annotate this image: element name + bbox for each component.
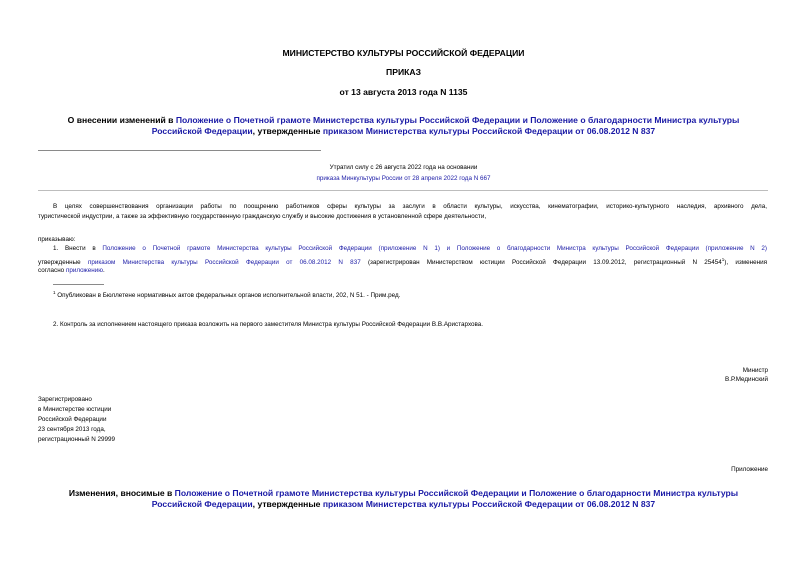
registration-line2: в Министерстве юстиции — [38, 406, 112, 413]
appendix-link-regulation[interactable]: Положение о Почетной грамоте Министерства культуры Российской Федерации и Положение о благодарности Министра культуры — [174, 488, 739, 498]
item1-line2-c: ), изменения — [724, 259, 768, 267]
status-note-link[interactable]: приказа Минкультуры России от 28 апреля 2022 года N 667 — [316, 175, 491, 182]
doc-type-heading: ПРИКАЗ — [386, 67, 421, 77]
doc-date-number: от 13 августа 2013 года N 1135 — [339, 87, 468, 97]
title-prefix: О внесении изменений в — [67, 115, 176, 125]
registration-line5: регистрационный N 29999 — [38, 436, 116, 443]
item1-link-regulation[interactable]: Положение о Почетной грамоте Министерства культуры Российской Федерации (приложение N 1) и Положение о благодарности Министра культуры Российской Федерации (приложение N 2) — [102, 245, 767, 252]
item2: 2. Контроль за исполнением настоящего приказа возложить на первого заместителя Министра культуры Российской Федерации В.В.Аристархова. — [53, 321, 484, 328]
item1-line2-a: утвержденные — [38, 259, 88, 267]
document-title — [30, 115, 777, 137]
appendix-label: Приложение — [731, 466, 768, 473]
appendix-title — [30, 488, 777, 510]
status-note-line1: Утратил силу с 26 августа 2022 года на основании — [329, 164, 478, 171]
registration-block — [38, 395, 115, 445]
item1-line1 — [53, 244, 767, 254]
registration-line3: Российской Федерации — [38, 416, 107, 423]
registration-line4: 23 сентября 2013 года, — [38, 426, 106, 433]
appendix-link-regulation-cont[interactable]: Российской Федерации — [151, 499, 253, 509]
appendix-middle: , утвержденные — [252, 499, 323, 509]
title-divider — [38, 150, 321, 151]
appendix-link-order[interactable]: приказом Министерства культуры Российской Федерации от 06.08.2012 N 837 — [322, 499, 656, 509]
appendix-prefix: Изменения, вносимые в — [68, 488, 175, 498]
item1-prefix: 1. Внести в — [53, 245, 103, 252]
title-middle: , утвержденные — [252, 126, 323, 136]
footnote — [53, 288, 400, 301]
order-word: приказываю: — [38, 236, 76, 243]
preamble-line2: туристической индустрии, а также за эффективную государственную гражданскую службу и высокие достижения в установленной сфере деятельности, — [38, 213, 487, 220]
item1-line2 — [38, 255, 767, 268]
title-link-regulation[interactable]: Положение о Почетной грамоте Министерства культуры Российской Федерации и Положение о благодарности Министра культуры — [175, 115, 740, 125]
footnote-text: Опубликован в Бюллетене нормативных актов федеральных органов исполнительной власти, 202, N 51. - Прим.ред. — [55, 292, 401, 300]
signature-position: Министр — [742, 367, 768, 374]
item1-line3 — [38, 266, 105, 276]
preamble-line1: В целях совершенствования организации работы по поощрению работников сферы культуры за заслуги в области культуры, искусства, кинематографии, историко-культурного наследия, архивного дела, — [53, 203, 767, 210]
footnote-ref[interactable]: 1 — [721, 257, 725, 262]
item1-link-appendix[interactable]: приложению — [65, 267, 103, 274]
item1-line2-b: (зарегистрирован Министерством юстиции Российской Федерации 13.09.2012, регистрационный N 25454 — [360, 259, 722, 267]
footnote-divider — [53, 284, 104, 285]
item1-link-order[interactable]: приказом Министерства культуры Российской Федерации от 06.08.2012 N 837 — [87, 259, 361, 267]
title-link-regulation-cont[interactable]: Российской Федерации — [151, 126, 253, 136]
signature-name: В.Р.Мединский — [725, 376, 768, 383]
ministry-heading: МИНИСТЕРСТВО КУЛЬТУРЫ РОССИЙСКОЙ ФЕДЕРАЦИИ — [282, 48, 525, 58]
item1-line3-a: согласно — [38, 267, 66, 274]
registration-line1: Зарегистрировано — [38, 396, 92, 403]
item1-line3-b: . — [102, 267, 105, 274]
status-divider — [38, 190, 768, 191]
title-link-order[interactable]: приказом Министерства культуры Российской Федерации от 06.08.2012 N 837 — [322, 126, 656, 136]
footnote-mark: 1 — [53, 290, 56, 295]
